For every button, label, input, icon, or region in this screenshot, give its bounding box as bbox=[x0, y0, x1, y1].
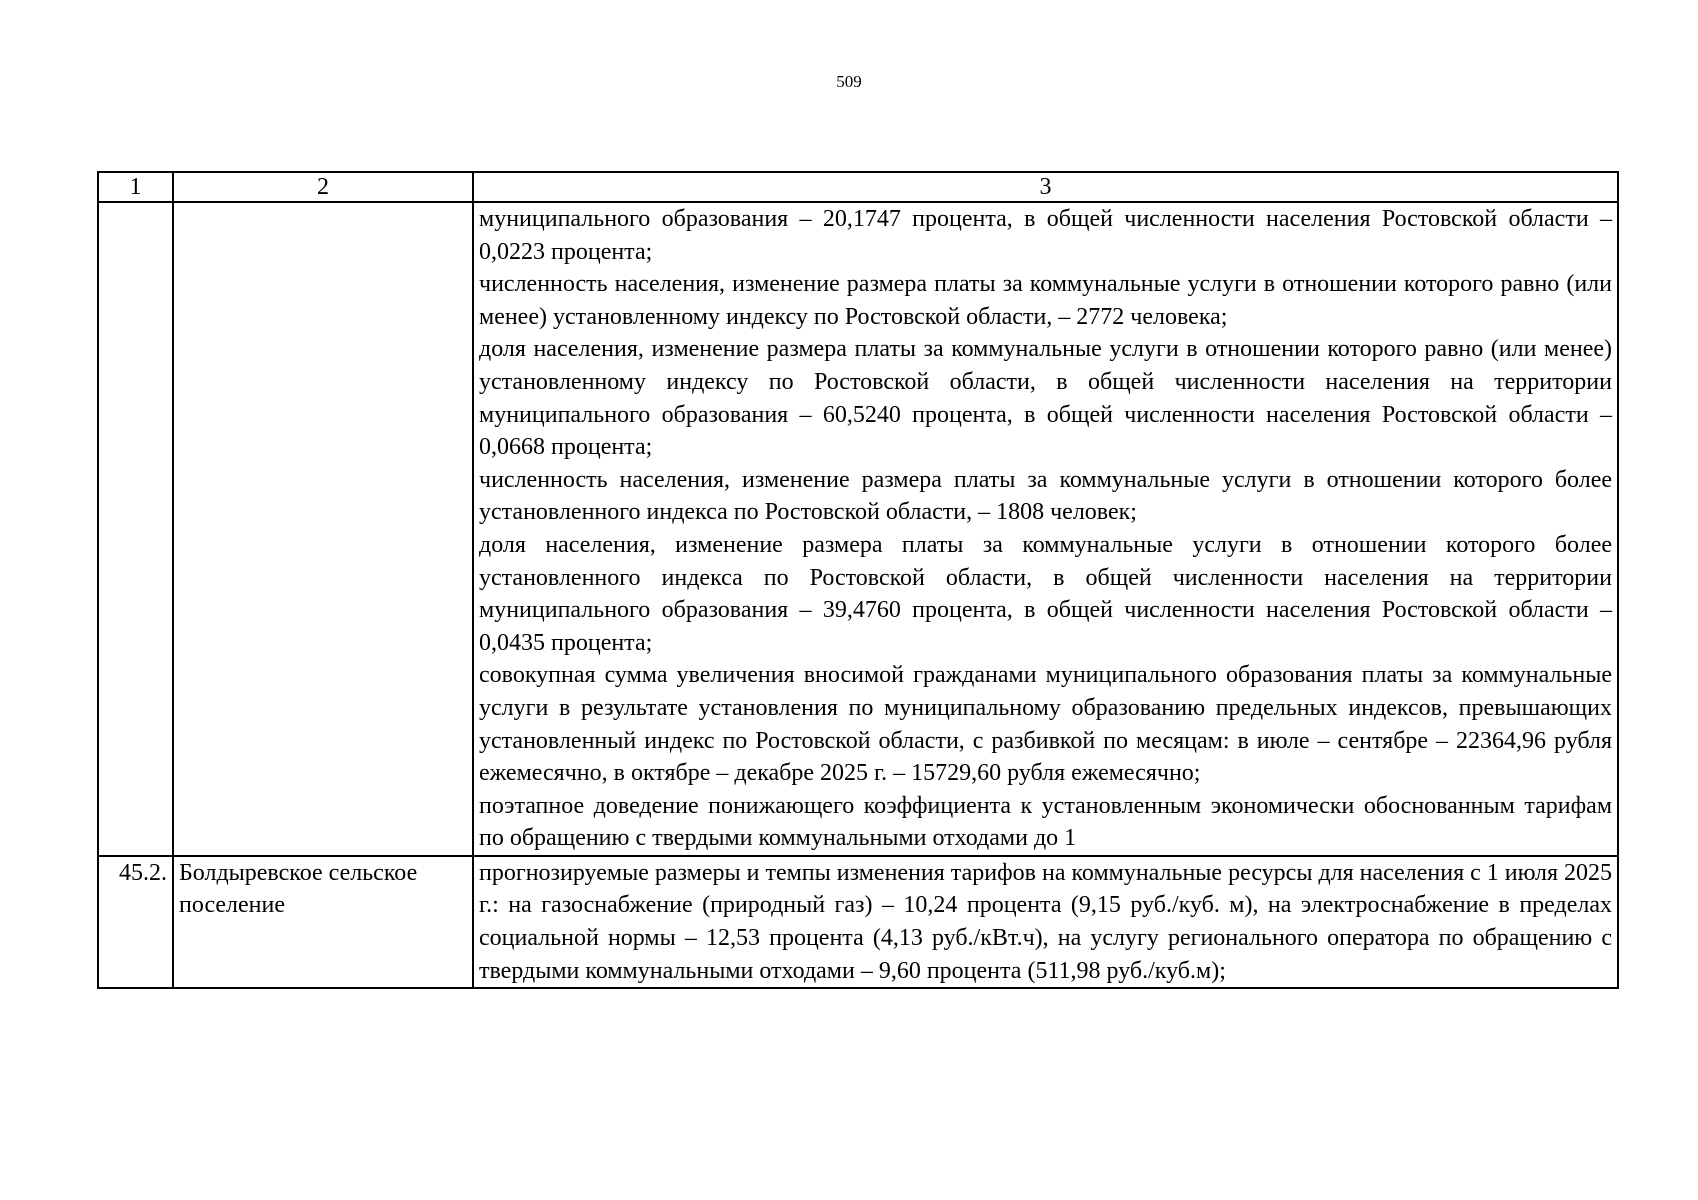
row-name-cell: Болдыревское сельское поселение bbox=[173, 856, 473, 988]
paragraph: прогнозируемые размеры и темпы изменения тарифов на коммунальные ресурсы для населения с 1 июля 2025 г.: на газоснабжение (природный газ) – 10,24 процента (9,15 руб./куб. м), на электроснабжение в пределах социальной нормы – 12,53 процента (4,13 руб./кВт.ч), на услугу регионального оператора по обращению с твердыми коммунальными отходами – 9,60 процента (511,98 руб./куб.м); bbox=[479, 859, 1612, 984]
paragraph: доля населения, изменение размера платы за коммунальные услуги в отношении которого более установленного индекса по Ростовской области, в общей численности населения на территории муниципального образования – 39,4760 процента, в общей численности населения Ростовской области – 0,0435 процента; bbox=[479, 531, 1612, 656]
paragraph: численность населения, изменение размера платы за коммунальные услуги в отношении которого более установленного индекса по Ростовской области, – 1808 человек; bbox=[479, 466, 1612, 526]
header-cell-2: 2 bbox=[173, 172, 473, 202]
paragraph: доля населения, изменение размера платы за коммунальные услуги в отношении которого равно (или менее) установленному индексу по Ростовской области, в общей численности населения на территории муниципального образования – 60,5240 процента, в общей численности населения Ростовской области – 0,0668 процента; bbox=[479, 336, 1612, 461]
header-cell-3: 3 bbox=[473, 172, 1618, 202]
data-table bbox=[97, 171, 1619, 989]
row-name-cell bbox=[173, 202, 473, 856]
table-row bbox=[98, 202, 1618, 856]
table-row bbox=[98, 856, 1618, 988]
table-header-row bbox=[98, 172, 1618, 202]
header-cell-1: 1 bbox=[98, 172, 173, 202]
page-number: 509 bbox=[836, 72, 862, 91]
paragraph: поэтапное доведение понижающего коэффициента к установленным экономически обоснованным тарифам по обращению с твердыми коммунальными отходами до 1 bbox=[479, 792, 1612, 852]
row-description-cell bbox=[473, 202, 1618, 856]
paragraph: совокупная сумма увеличения вносимой гражданами муниципального образования платы за коммунальные услуги в результате установления по муниципальному образованию предельных индексов, превышающих установленный индекс по Ростовской области, с разбивкой по месяцам: в июле – сентябре – 22364,96 рубля ежемесячно, в октябре – декабре 2025 г. – 15729,60 рубля ежемесячно; bbox=[479, 662, 1612, 787]
paragraph: муниципального образования – 20,1747 процента, в общей численности населения Ростовской области – 0,0223 процента; bbox=[479, 206, 1612, 265]
row-number-cell: 45.2. bbox=[98, 856, 173, 988]
paragraph: численность населения, изменение размера платы за коммунальные услуги в отношении которого равно (или менее) установленному индексу по Ростовской области, – 2772 человека; bbox=[479, 271, 1612, 330]
row-number-cell bbox=[98, 202, 173, 856]
row-description-cell bbox=[473, 856, 1618, 988]
